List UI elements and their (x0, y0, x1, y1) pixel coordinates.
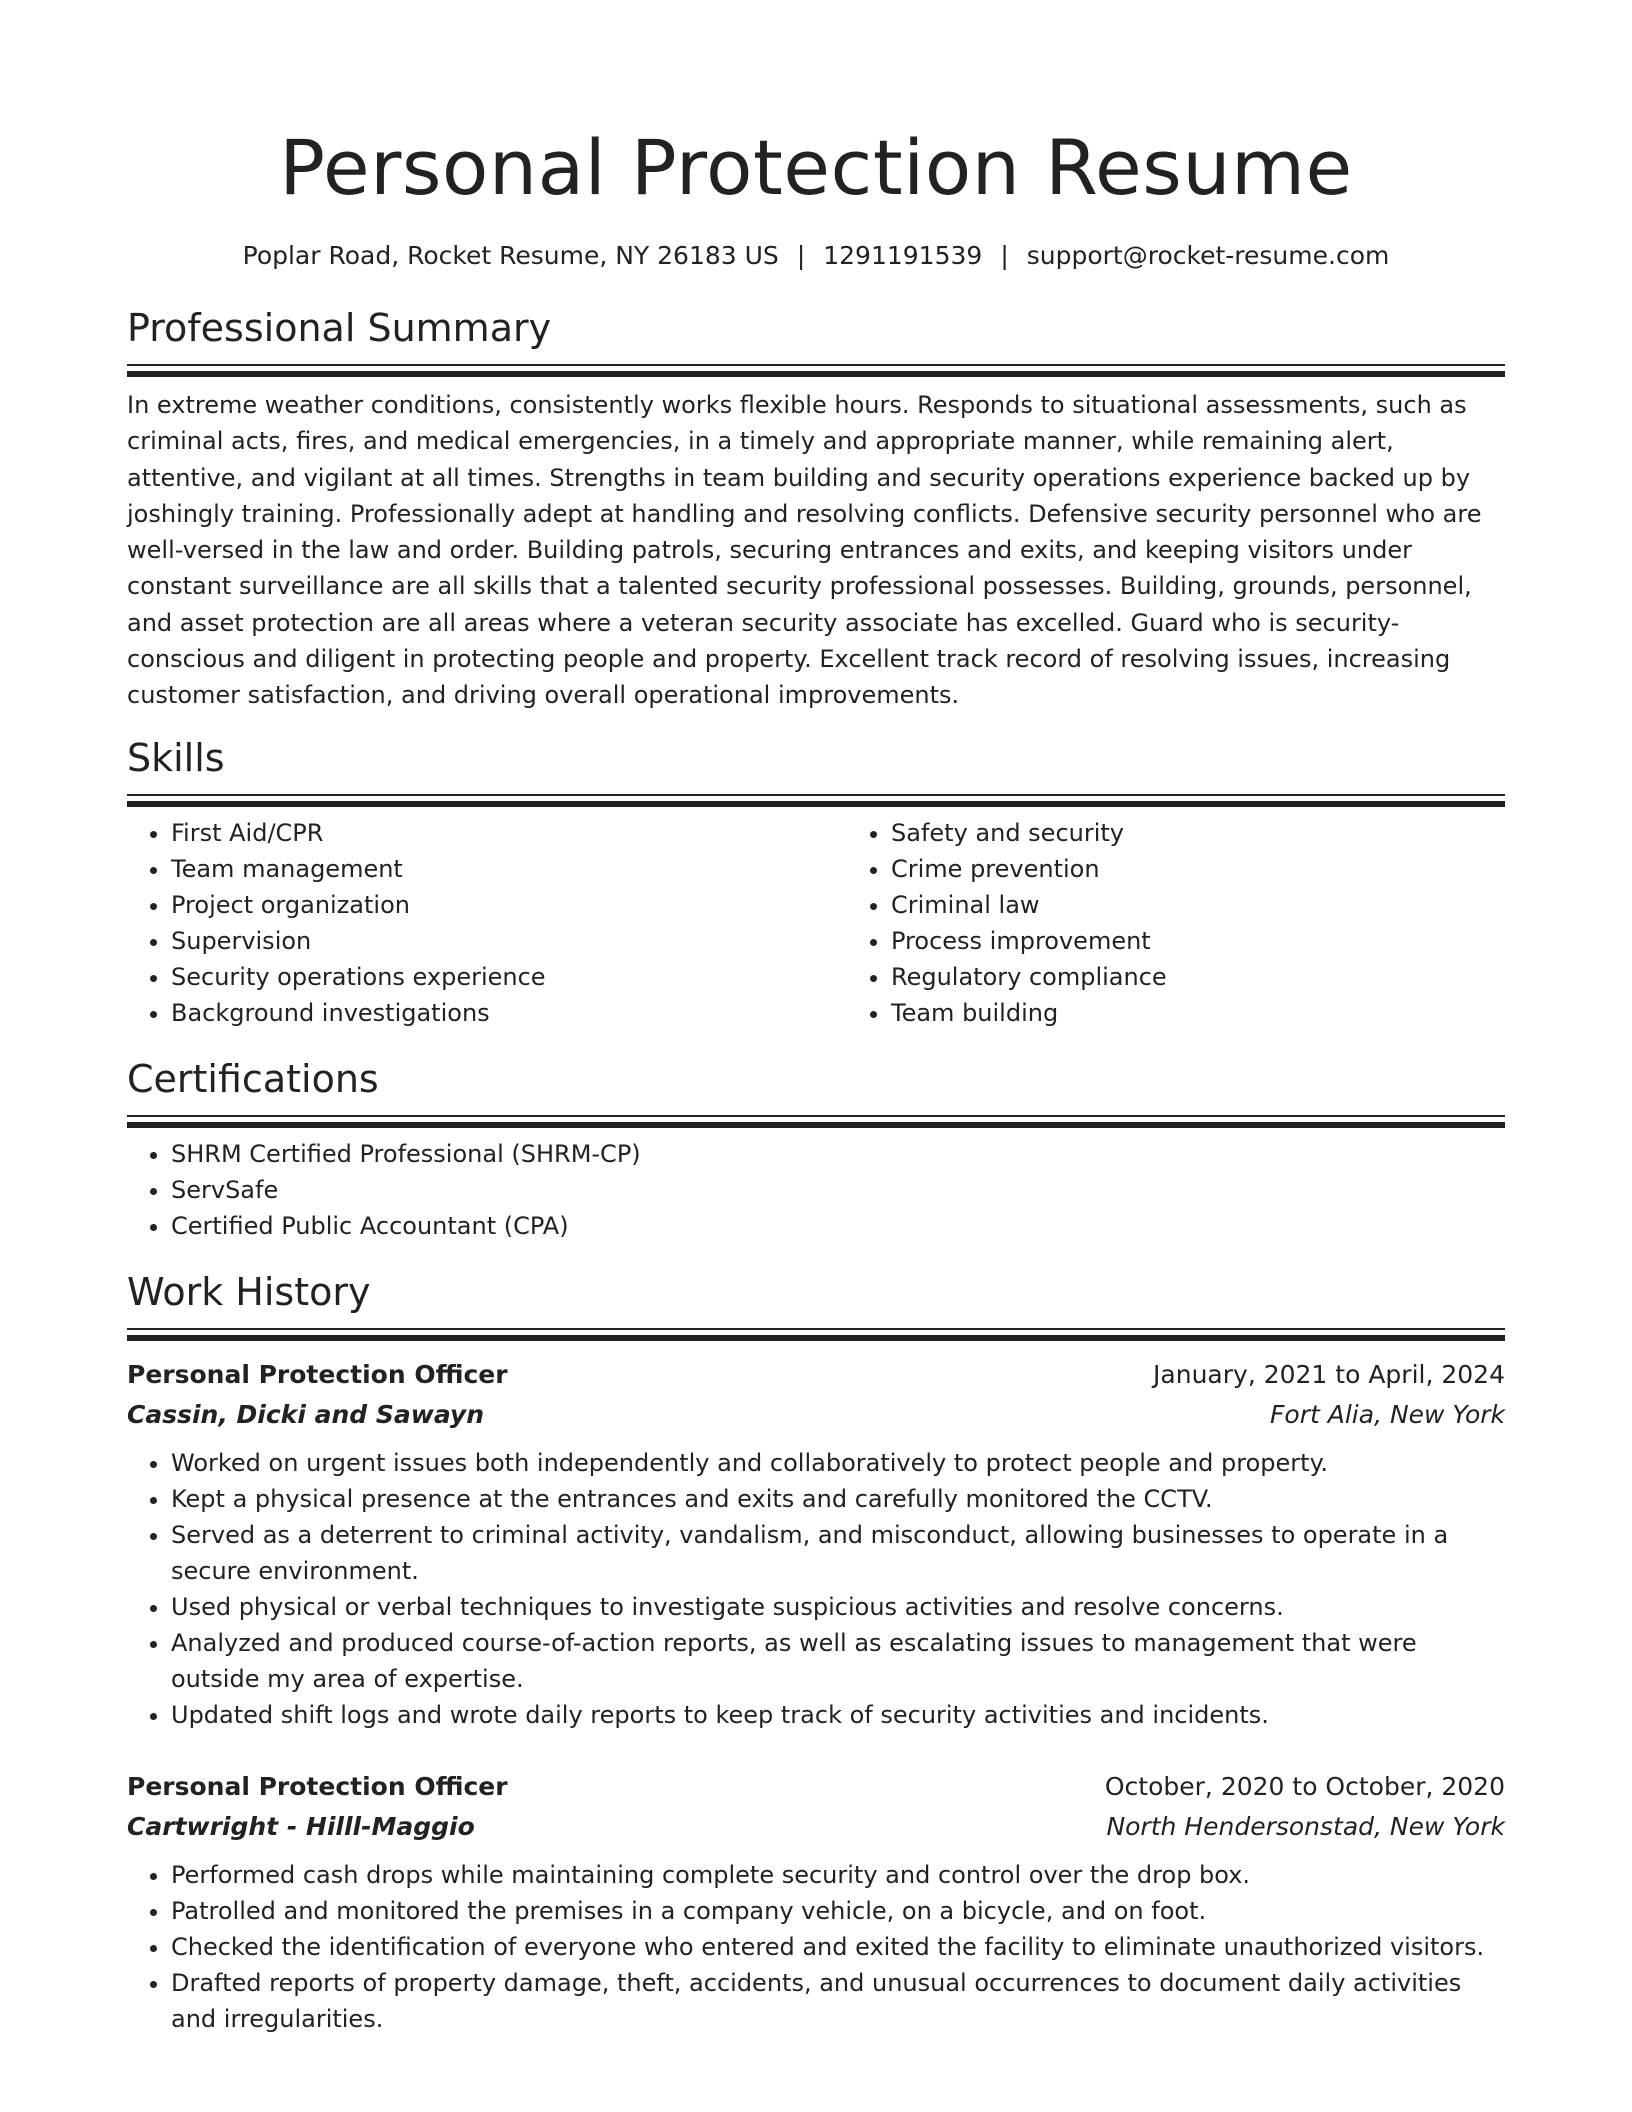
job-bullet: • Checked the identification of everyone who entered and exited the facility to eliminate unauthorized visitors. (171, 1929, 1505, 1965)
job-entry (127, 1767, 1505, 2037)
skill-item: • Background investigations (171, 995, 847, 1031)
summary-text: In extreme weather conditions, consistently works flexible hours. Responds to situational assessments, such as criminal acts, fires, and medical emergencies, in a timely and appropriate manner, while remaining alert, attentive, and vigilant at all times. Strengths in team building and security operations experience backed up by joshingly training. Professionally adept at handling and resolving conflicts. Defensive security personnel who are well-versed in the law and order. Building patrols, securing entrances and exits, and keeping visitors under constant surveillance are all skills that a talented security professional possesses. Building, grounds, personnel, and asset protection are all areas where a veteran security associate has excelled. Guard who is security-conscious and diligent in protecting people and property. Excellent track record of resolving issues, increasing customer satisfaction, and driving overall operational improvements. (127, 391, 1482, 710)
job-bullets (127, 1857, 1505, 2037)
skills-section (127, 734, 1505, 1031)
skill-item: • Security operations experience (171, 959, 847, 995)
section-divider (127, 364, 1505, 377)
job-header-row (127, 1767, 1505, 1807)
skills-grid (127, 815, 1505, 1031)
job-entry (127, 1355, 1505, 1733)
section-divider (127, 794, 1505, 807)
section-divider (127, 1328, 1505, 1341)
section-heading-work-history: Work History (127, 1269, 371, 1314)
job-bullet: • Worked on urgent issues both independently and collaboratively to protect people and property. (171, 1445, 1505, 1481)
email: support@rocket-resume.com (1026, 241, 1390, 270)
job-bullet: • Performed cash drops while maintaining complete security and control over the drop box. (171, 1857, 1505, 1893)
job-company: Cassin, Dicki and Sawayn (127, 1399, 485, 1429)
job-location: Fort Alia, New York (1270, 1399, 1505, 1429)
contact-line (127, 238, 1505, 274)
certifications-section (127, 1055, 1505, 1244)
skills-list-right (847, 815, 1567, 1031)
job-bullets (127, 1445, 1505, 1733)
job-location: North Hendersonstad, New York (1106, 1811, 1505, 1841)
section-divider (127, 1115, 1505, 1128)
job-company: Cartwright - Hilll-Maggio (127, 1811, 475, 1841)
skill-item: • Team building (891, 995, 1567, 1031)
job-bullet: • Served as a deterrent to criminal activity, vandalism, and misconduct, allowing businesses to operate in a secure environment. (171, 1517, 1505, 1589)
skills-list-left (127, 815, 847, 1031)
certifications-list (127, 1136, 1505, 1244)
section-heading-certifications: Certifications (127, 1056, 379, 1101)
skill-item: • Project organization (171, 887, 847, 923)
resume-title: Personal Protection Resume (279, 123, 1353, 212)
contact-separator: | (1000, 241, 1009, 270)
skill-item: • Regulatory compliance (891, 959, 1567, 995)
certification-item: • Certified Public Accountant (CPA) (171, 1208, 1505, 1244)
skill-item: • Safety and security (891, 815, 1567, 851)
skill-item: • Criminal law (891, 887, 1567, 923)
job-dates: October, 2020 to October, 2020 (1104, 1771, 1505, 1801)
work-history-section (127, 1268, 1505, 2037)
job-title: Personal Protection Officer (127, 1359, 508, 1389)
skill-item: • Crime prevention (891, 851, 1567, 887)
address: Poplar Road, Rocket Resume, NY 26183 US (242, 241, 779, 270)
certification-item: • ServSafe (171, 1172, 1505, 1208)
job-header-row (127, 1355, 1505, 1395)
job-company-row (127, 1807, 1505, 1847)
job-bullet: • Used physical or verbal techniques to investigate suspicious activities and resolve concerns. (171, 1589, 1505, 1625)
job-bullet: • Kept a physical presence at the entrances and exits and carefully monitored the CCTV. (171, 1481, 1505, 1517)
job-bullet: • Patrolled and monitored the premises in a company vehicle, on a bicycle, and on foot. (171, 1893, 1505, 1929)
certification-item: • SHRM Certified Professional (SHRM-CP) (171, 1136, 1505, 1172)
job-title: Personal Protection Officer (127, 1771, 508, 1801)
job-bullet: • Drafted reports of property damage, theft, accidents, and unusual occurrences to document daily activities and irregularities. (171, 1965, 1505, 2037)
phone: 1291191539 (823, 241, 983, 270)
job-dates: January, 2021 to April, 2024 (1153, 1359, 1505, 1389)
section-heading-skills: Skills (127, 735, 225, 780)
skill-item: • First Aid/CPR (171, 815, 847, 851)
job-bullet: • Analyzed and produced course-of-action reports, as well as escalating issues to management that were outside my area of expertise. (171, 1625, 1505, 1697)
job-company-row (127, 1395, 1505, 1435)
skill-item: • Supervision (171, 923, 847, 959)
skill-item: • Team management (171, 851, 847, 887)
skill-item: • Process improvement (891, 923, 1567, 959)
job-bullet: • Updated shift logs and wrote daily reports to keep track of security activities and incidents. (171, 1697, 1505, 1733)
contact-separator: | (796, 241, 806, 270)
summary-section (127, 304, 1505, 714)
section-heading-summary: Professional Summary (127, 306, 552, 350)
